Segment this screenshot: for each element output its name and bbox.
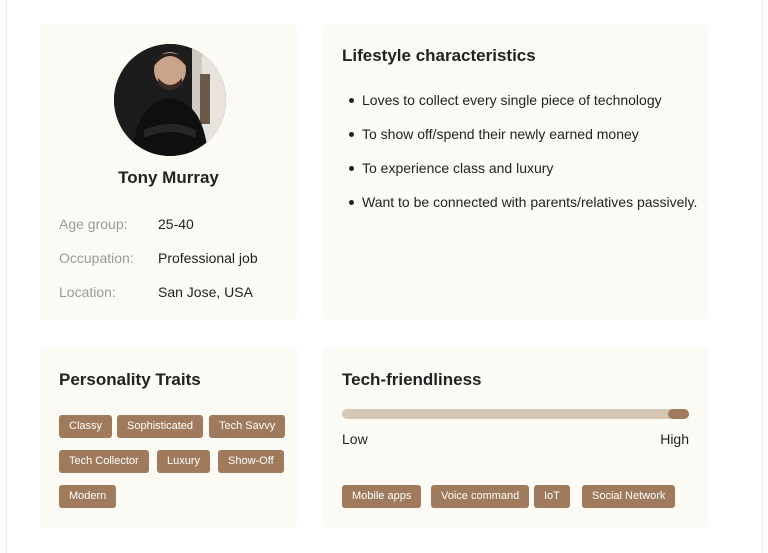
- tech-title: Tech-friendliness: [342, 370, 482, 389]
- lifestyle-card: [323, 24, 708, 320]
- trait-tag-show-off: Show-Off: [218, 450, 284, 473]
- lifestyle-item: To show off/spend their newly earned money: [349, 126, 697, 160]
- trait-tag-sophisticated: Sophisticated: [117, 415, 203, 438]
- profile-card: [40, 24, 297, 320]
- lifestyle-item: Want to be connected with parents/relatives passively.: [349, 194, 697, 228]
- info-value: San Jose, USA: [158, 284, 253, 300]
- tech-level-indicator: [668, 409, 689, 419]
- trait-tag-luxury: Luxury: [157, 450, 210, 473]
- lifestyle-list: [349, 92, 697, 228]
- trait-tag-classy: Classy: [59, 415, 112, 438]
- tech-high-label: High: [660, 431, 689, 447]
- info-value: 25-40: [158, 216, 194, 232]
- info-value: Professional job: [158, 250, 258, 266]
- lifestyle-item: To experience class and luxury: [349, 160, 697, 194]
- info-label: Occupation:: [59, 250, 134, 266]
- avatar: [114, 44, 226, 156]
- tech-tag-mobile-apps: Mobile apps: [342, 485, 421, 508]
- lifestyle-title: Lifestyle characteristics: [342, 46, 536, 65]
- tech-tag-iot: IoT: [534, 485, 570, 508]
- lifestyle-item: Loves to collect every single piece of technology: [349, 92, 697, 126]
- tech-level-track: [342, 409, 689, 419]
- trait-tag-tech-collector: Tech Collector: [59, 450, 149, 473]
- trait-tag-modern: Modern: [59, 485, 116, 508]
- page-frame-left: [6, 0, 7, 553]
- page-frame-right: [762, 0, 763, 553]
- personality-title: Personality Traits: [59, 370, 201, 389]
- tech-tag-social-network: Social Network: [582, 485, 675, 508]
- tech-low-label: Low: [342, 431, 368, 447]
- tech-card: [323, 348, 708, 528]
- info-label: Location:: [59, 284, 116, 300]
- person-name: Tony Murray: [118, 168, 219, 187]
- personality-card: [40, 348, 297, 528]
- tech-tag-voice-command: Voice command: [431, 485, 529, 508]
- trait-tag-tech-savvy: Tech Savvy: [209, 415, 285, 438]
- info-label: Age group:: [59, 216, 128, 232]
